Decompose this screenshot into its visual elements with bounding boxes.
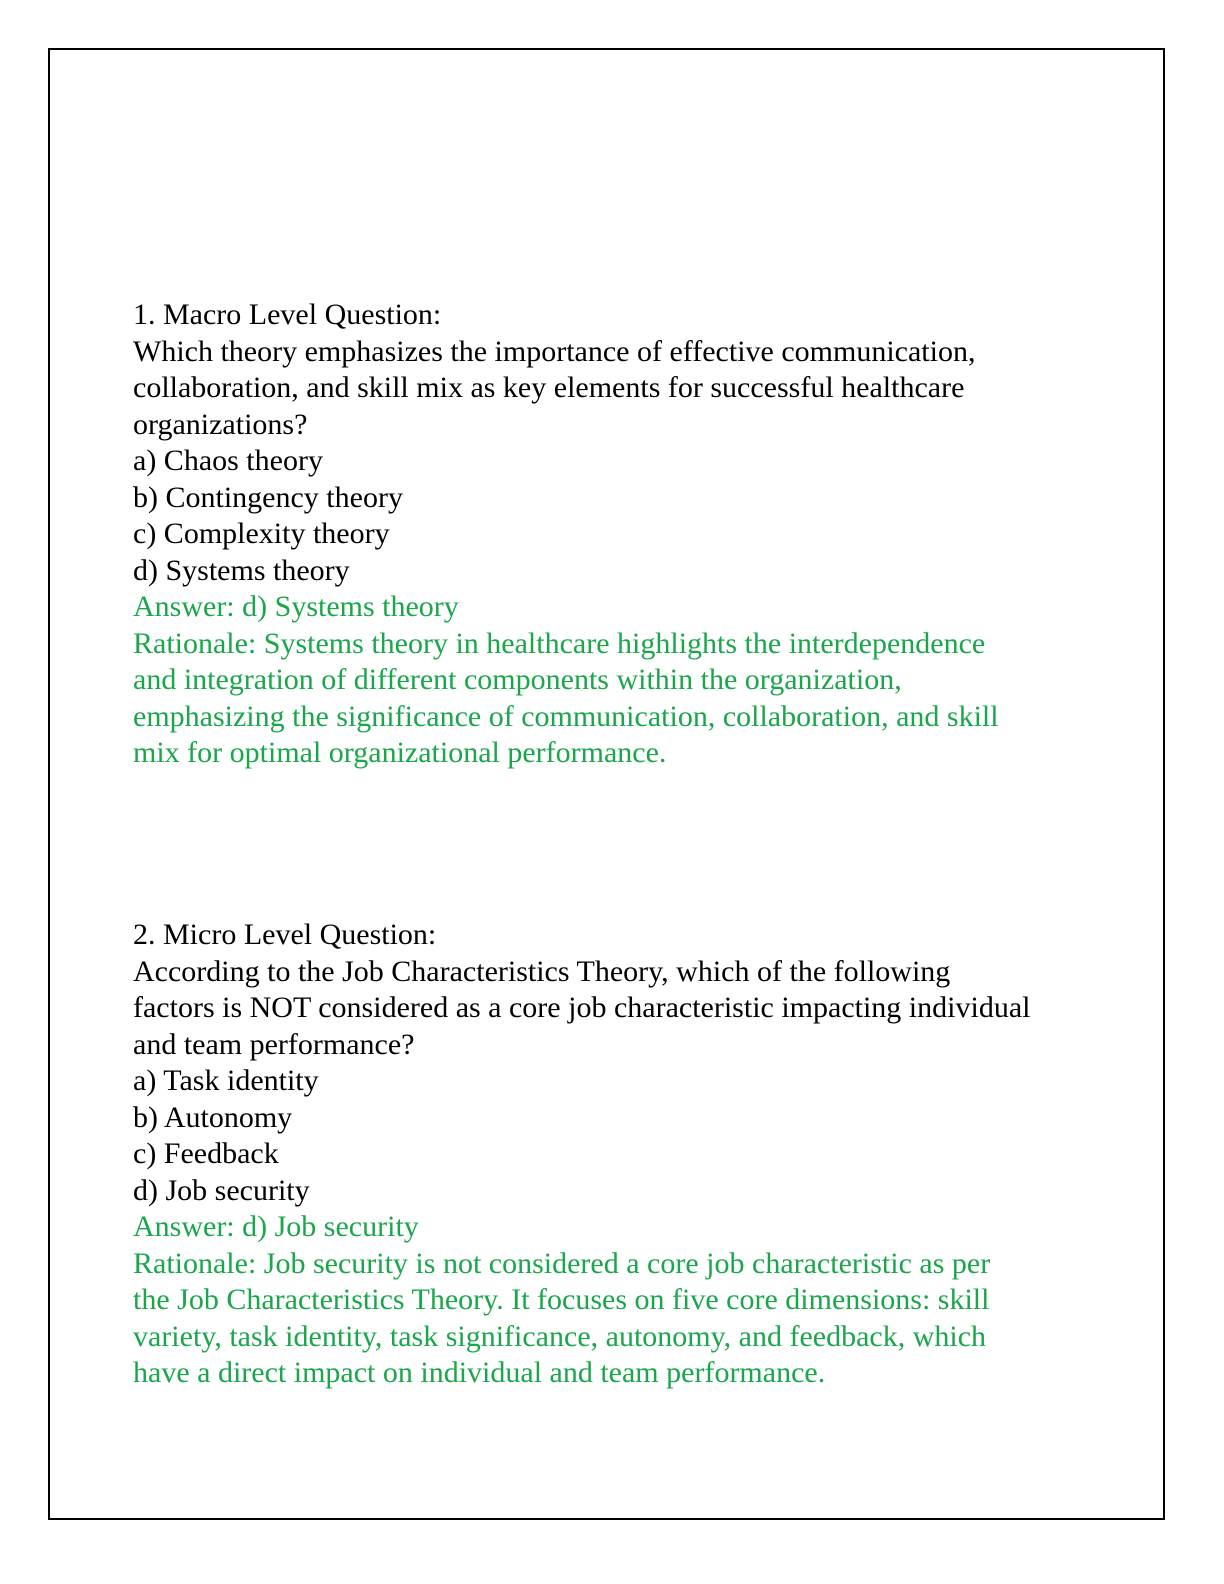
option-c: c) Complexity theory	[133, 517, 390, 550]
question-heading: 1. Macro Level Question:	[133, 298, 442, 331]
answer-text: Answer: d) Job security	[133, 1210, 419, 1243]
rationale-line: and integration of different components within the organization,	[133, 663, 902, 696]
option-a: a) Chaos theory	[133, 444, 323, 477]
option-c: c) Feedback	[133, 1137, 279, 1170]
rationale-line: the Job Characteristics Theory. It focuses on five core dimensions: skill	[133, 1283, 990, 1316]
rationale-line: have a direct impact on individual and team performance.	[133, 1356, 826, 1389]
rationale-line: variety, task identity, task significance, autonomy, and feedback, which	[133, 1319, 987, 1353]
question-prompt-line: organizations?	[133, 407, 308, 441]
question-prompt-line: collaboration, and skill mix as key elements for successful healthcare	[133, 371, 965, 404]
question-prompt-line: factors is NOT considered as a core job characteristic impacting individual	[133, 991, 1031, 1024]
option-a: a) Task identity	[133, 1064, 319, 1097]
rationale-line: mix for optimal organizational performance.	[133, 736, 667, 769]
option-b: b) Contingency theory	[133, 480, 403, 514]
question-2	[133, 917, 1113, 1392]
option-b: b) Autonomy	[133, 1100, 293, 1134]
question-1	[133, 297, 1113, 772]
option-d: d) Systems theory	[133, 553, 350, 587]
option-d: d) Job security	[133, 1173, 310, 1207]
rationale-line: Rationale: Job security is not considered a core job characteristic as per	[133, 1246, 991, 1280]
answer-text: Answer: d) Systems theory	[133, 590, 459, 623]
rationale-line: Rationale: Systems theory in healthcare highlights the interdependence	[133, 626, 986, 660]
question-prompt-line: According to the Job Characteristics Theory, which of the following	[133, 954, 951, 988]
rationale-line: emphasizing the significance of communication, collaboration, and skill	[133, 699, 999, 733]
question-prompt-line: Which theory emphasizes the importance of effective communication,	[133, 334, 976, 368]
question-prompt-line: and team performance?	[133, 1027, 415, 1061]
question-heading: 2. Micro Level Question:	[133, 918, 437, 951]
